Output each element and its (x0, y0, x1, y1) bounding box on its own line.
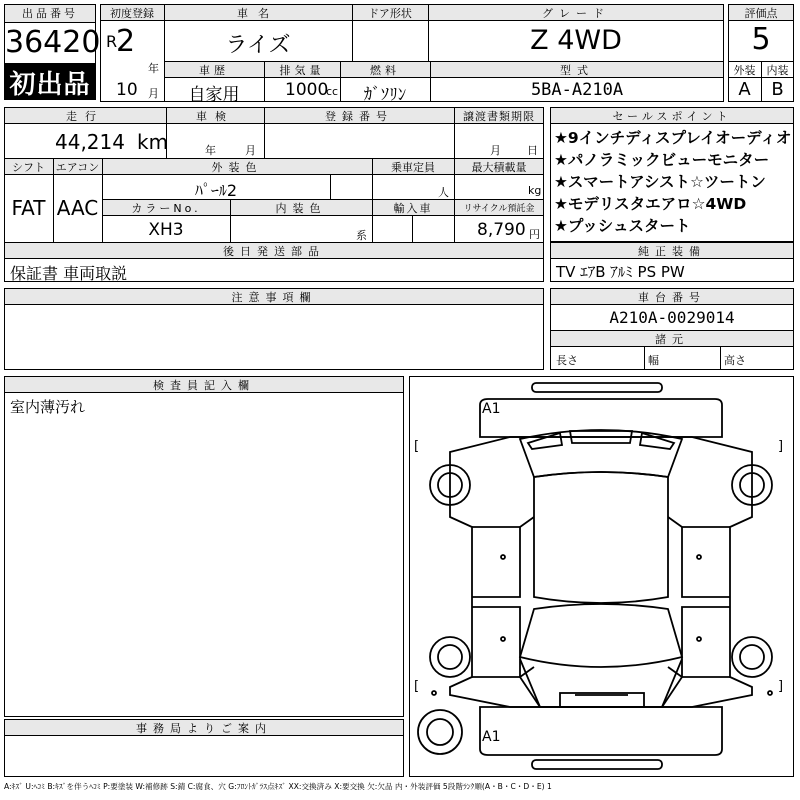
max-load-unit: kg (528, 184, 542, 197)
color-no-header: カラーNo. (131, 202, 201, 215)
office-header: 事務局よりご案内 (136, 722, 272, 735)
transfer-deadline-header: 譲渡書類期限 (463, 110, 535, 123)
recycle-header: リサイクル預託金 (463, 204, 535, 214)
history-value: 自家用 (188, 85, 240, 105)
recycle-value: 8,790 (477, 220, 526, 240)
lot-number-header: 出品番号 (5, 5, 95, 23)
transfer-day-unit: 日 (527, 144, 538, 157)
mileage-value: 44,214 (55, 130, 125, 154)
inspection-header: 車検 (196, 110, 234, 123)
model-value: 5BA-A210A (530, 80, 624, 100)
shift-header: シフト (12, 161, 45, 174)
grade-value: Z 4WD (530, 25, 622, 56)
equipment-value: TV ｴｱB ｱﾙﾐ PS PW (556, 263, 685, 281)
left-bracket: [ (414, 439, 420, 454)
first-listing-label: 初出品 (9, 70, 91, 100)
grade-header: グレード (542, 7, 610, 20)
chassis-value: A210A-0029014 (609, 308, 735, 327)
spec-width-label: 幅 (648, 354, 659, 367)
inspector-value: 室内薄汚れ (10, 398, 86, 416)
sales-points-list (554, 127, 792, 237)
aircon-value: AAC (56, 196, 99, 220)
reg-number-header: 登録番号 (325, 110, 393, 123)
first-reg-header: 初度登録 (110, 7, 154, 20)
car-name-header: 車名 (237, 7, 279, 20)
mileage-header: 走行 (66, 110, 104, 123)
right-bracket: ] (778, 439, 784, 454)
displacement-unit: cc (326, 85, 339, 98)
spec-length-label: 長さ (556, 354, 578, 367)
later-parts-value: 保証書 車両取説 (10, 264, 128, 283)
aircon-header: エアコン (55, 161, 100, 174)
inspector-box (4, 376, 404, 717)
right-bracket-lower: ] (778, 679, 784, 694)
spec-height-label: 高さ (724, 354, 746, 367)
exterior-grade-value: A (738, 79, 751, 100)
sales-points-header: セールスポイント (612, 110, 732, 123)
max-load-header: 最大積載量 (471, 161, 527, 174)
color-no-value: XH3 (148, 220, 184, 240)
sales-point-item: ★パノラミックビューモニター (554, 151, 770, 169)
fuel-value: ｶﾞｿﾘﾝ (363, 85, 407, 105)
exterior-color-header: 外装色 (211, 161, 263, 174)
first-reg-month-unit: 月 (148, 87, 159, 100)
inspector-header: 検査員記入欄 (153, 379, 255, 392)
specs-header: 諸元 (655, 333, 689, 346)
model-header: 型式 (560, 64, 594, 77)
interior-color-unit: 系 (356, 229, 367, 242)
lot-number-value: 36420 (5, 25, 101, 60)
sales-point-item: ★モデリスタエアロ☆4WD (554, 195, 747, 213)
door-header: ドア形状 (368, 7, 412, 20)
chassis-header: 車台番号 (638, 291, 706, 304)
equipment-header: 純正装備 (638, 245, 706, 258)
interior-grade-header: 内装 (766, 64, 789, 77)
displacement-header: 排気量 (279, 64, 325, 77)
mileage-unit: km (137, 130, 169, 154)
shift-value: FAT (11, 196, 46, 220)
interior-color-header: 内装色 (275, 202, 327, 215)
first-reg-era: R (106, 32, 118, 51)
rating-value: 5 (751, 22, 771, 57)
sales-point-item: ★スマートアシスト☆ツートン (554, 173, 766, 191)
sales-point-item: ★9インチディスプレイオーディオ (554, 129, 792, 147)
capacity-unit: 人 (438, 186, 449, 199)
inspection-month-unit: 月 (245, 144, 256, 157)
sales-point-item: ★プッシュスタート (554, 217, 691, 235)
import-header: 輸入車 (393, 202, 433, 215)
damage-code-legend: A:ｷｽﾞ U:ﾍｺﾐ B:ｷｽﾞを伴うﾍｺﾐ P:要塗装 W:補修跡 S:錆 C:腐食、穴 G:ﾌﾛﾝﾄｶﾞﾗｽ点ｷｽﾞ XX:交換済み X:要交換 欠:欠品 内・外装評価 5段階ﾗﾝｸ順(A・B・C・D・E) 1 (4, 782, 552, 791)
car-diagram-box (409, 376, 794, 777)
fuel-header: 燃料 (370, 64, 400, 77)
first-reg-year-unit: 年 (148, 62, 159, 75)
exterior-color-value: ﾊﾟｰﾙ2 (194, 181, 238, 200)
car-diagram (410, 377, 793, 776)
history-header: 車歴 (199, 64, 229, 77)
left-bracket-lower: [ (414, 679, 420, 694)
capacity-header: 乗車定員 (391, 161, 435, 174)
rear-damage-mark: A1 (482, 729, 501, 745)
inspection-year-unit: 年 (205, 144, 216, 157)
displacement-value: 1000 (285, 80, 329, 100)
first-reg-year: 2 (116, 24, 136, 59)
car-name-value: ライズ (225, 33, 291, 58)
transfer-month-unit: 月 (490, 144, 501, 157)
exterior-grade-header: 外装 (733, 64, 756, 77)
first-reg-month: 10 (116, 80, 138, 100)
interior-grade-value: B (771, 79, 784, 100)
front-damage-mark: A1 (482, 401, 501, 417)
later-parts-header: 後日発送部品 (223, 245, 325, 258)
details-grid (4, 107, 544, 244)
notes-header: 注意事項欄 (231, 291, 317, 304)
rating-header: 評価点 (744, 7, 778, 20)
recycle-unit: 円 (529, 228, 540, 241)
